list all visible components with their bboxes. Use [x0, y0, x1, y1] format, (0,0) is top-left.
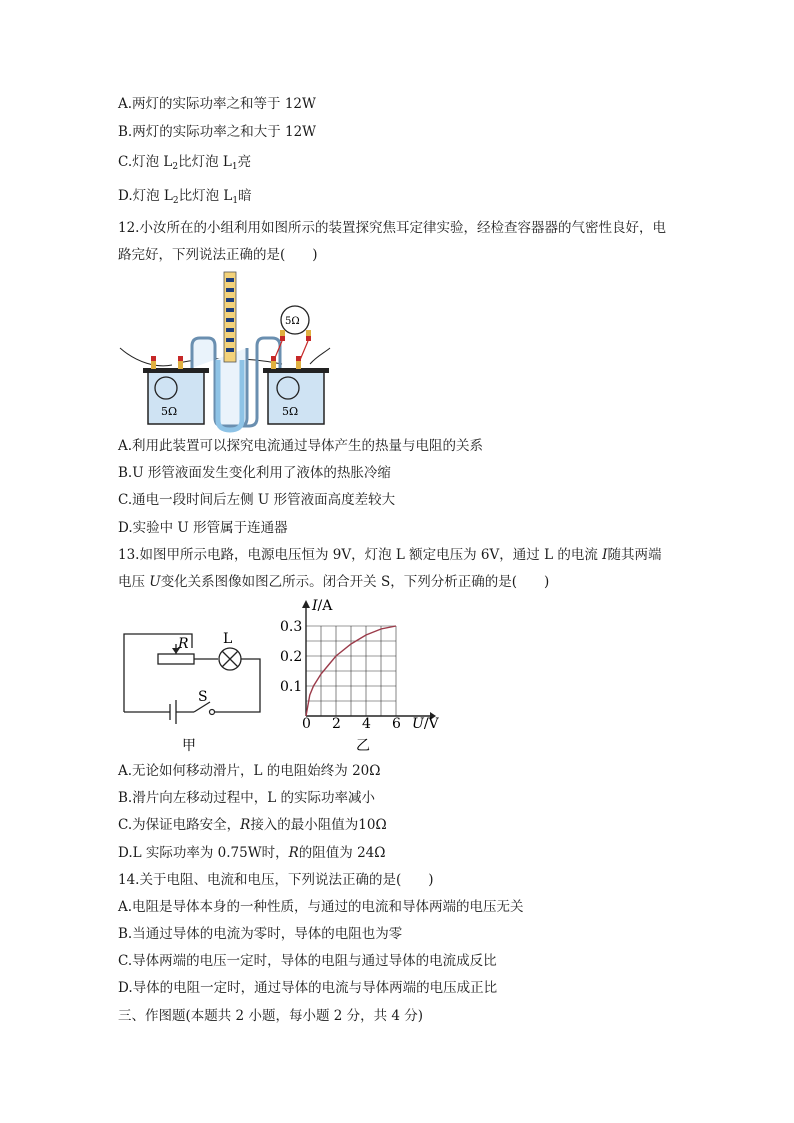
y-tick-label: 0.2 [280, 649, 303, 665]
q11-option-c: C.灯泡 $L_2$比灯泡 $L_1$亮 [118, 154, 252, 172]
q11-option-a: A.两灯的实际功率之和等于 12W [118, 96, 316, 112]
q14-option-d: D.导体的电阻一定时，通过导体的电流与导体两端的电压成正比 [118, 980, 498, 996]
q14-option-b: B.当通过导体的电流为零时，导体的电阻也为零 [118, 926, 403, 942]
q12-option-c: C.通电一段时间后左侧 U 形管液面高度差较大 [118, 492, 396, 508]
right-resistor-label: 5Ω [282, 405, 299, 418]
q14-option-a: A.电阻是导体本身的一种性质，与通过的电流和导体两端的电压无关 [118, 899, 524, 915]
q12-option-a: A.利用此装置可以探究电流通过导体产生的热量与电阻的关系 [118, 438, 484, 454]
q12-stem-line1: 12.小汝所在的小组利用如图所示的装置探究焦耳定律实验，经检查容器器的气密性良好，电 [118, 220, 666, 236]
x-tick-label: 0 [302, 716, 311, 732]
circuit-diagram-jia [112, 620, 272, 760]
q12-stem-line2: 路完好，下列说法正确的是( ) [118, 247, 318, 263]
section-3-heading: 三、作图题(本题共 2 小题，每小题 2 分，共 4 分) [118, 1008, 424, 1024]
q11-option-b: B.两灯的实际功率之和大于 12W [118, 124, 317, 140]
x-tick-label: 2 [332, 716, 341, 732]
q12-option-b: B.U 形管液面发生变化利用了液体的热胀冷缩 [118, 465, 391, 481]
rheostat-label: R [178, 636, 189, 652]
iu-graph-yi [276, 594, 456, 764]
caption-jia: 甲 [182, 738, 196, 754]
parallel-resistor-label: 5Ω [285, 316, 300, 327]
joule-law-apparatus-figure [112, 268, 332, 434]
caption-yi: 乙 [356, 738, 370, 754]
q12-option-d: D.实验中 U 形管属于连通器 [118, 520, 288, 536]
x-axis-label: U/V [412, 716, 439, 732]
switch-label: S [198, 689, 208, 705]
left-resistor-label: 5Ω [161, 405, 178, 418]
q13-option-d: D.L 实际功率为 0.75W时，R的阻值为 24Ω [118, 845, 386, 861]
x-tick-label: 4 [362, 716, 371, 732]
q13-option-a: A.无论如何移动滑片，L 的电阻始终为 20Ω [118, 763, 381, 779]
q13-stem-line1: 13.如图甲所示电路，电源电压恒为 9V，灯泡 L 额定电压为 6V，通过 L 的电流 I随其两端 [118, 547, 662, 563]
y-axis-arrow [302, 600, 310, 608]
y-axis-label: I/A [312, 598, 333, 614]
q14-option-c: C.导体两端的电压一定时，导体的电阻与通过导体的电流成反比 [118, 953, 497, 969]
rheostat [158, 654, 194, 664]
x-tick-label: 6 [392, 716, 401, 732]
q13-stem-line2: 电压 U变化关系图像如图乙所示。闭合开关 S，下列分析正确的是( ) [118, 574, 550, 590]
y-tick-label: 0.1 [280, 679, 303, 695]
lamp-label: L [223, 631, 233, 647]
q11-option-d: D.灯泡 $L_2$比灯泡 $L_1$暗 [118, 188, 252, 206]
q13-option-c: C.为保证电路安全，R接入的最小阻值为10Ω [118, 817, 387, 833]
q13-option-b: B.滑片向左移动过程中，L 的实际功率减小 [118, 790, 375, 806]
q14-stem: 14.关于电阻、电流和电压，下列说法正确的是( ) [118, 872, 434, 888]
y-tick-label: 0.3 [280, 619, 303, 635]
